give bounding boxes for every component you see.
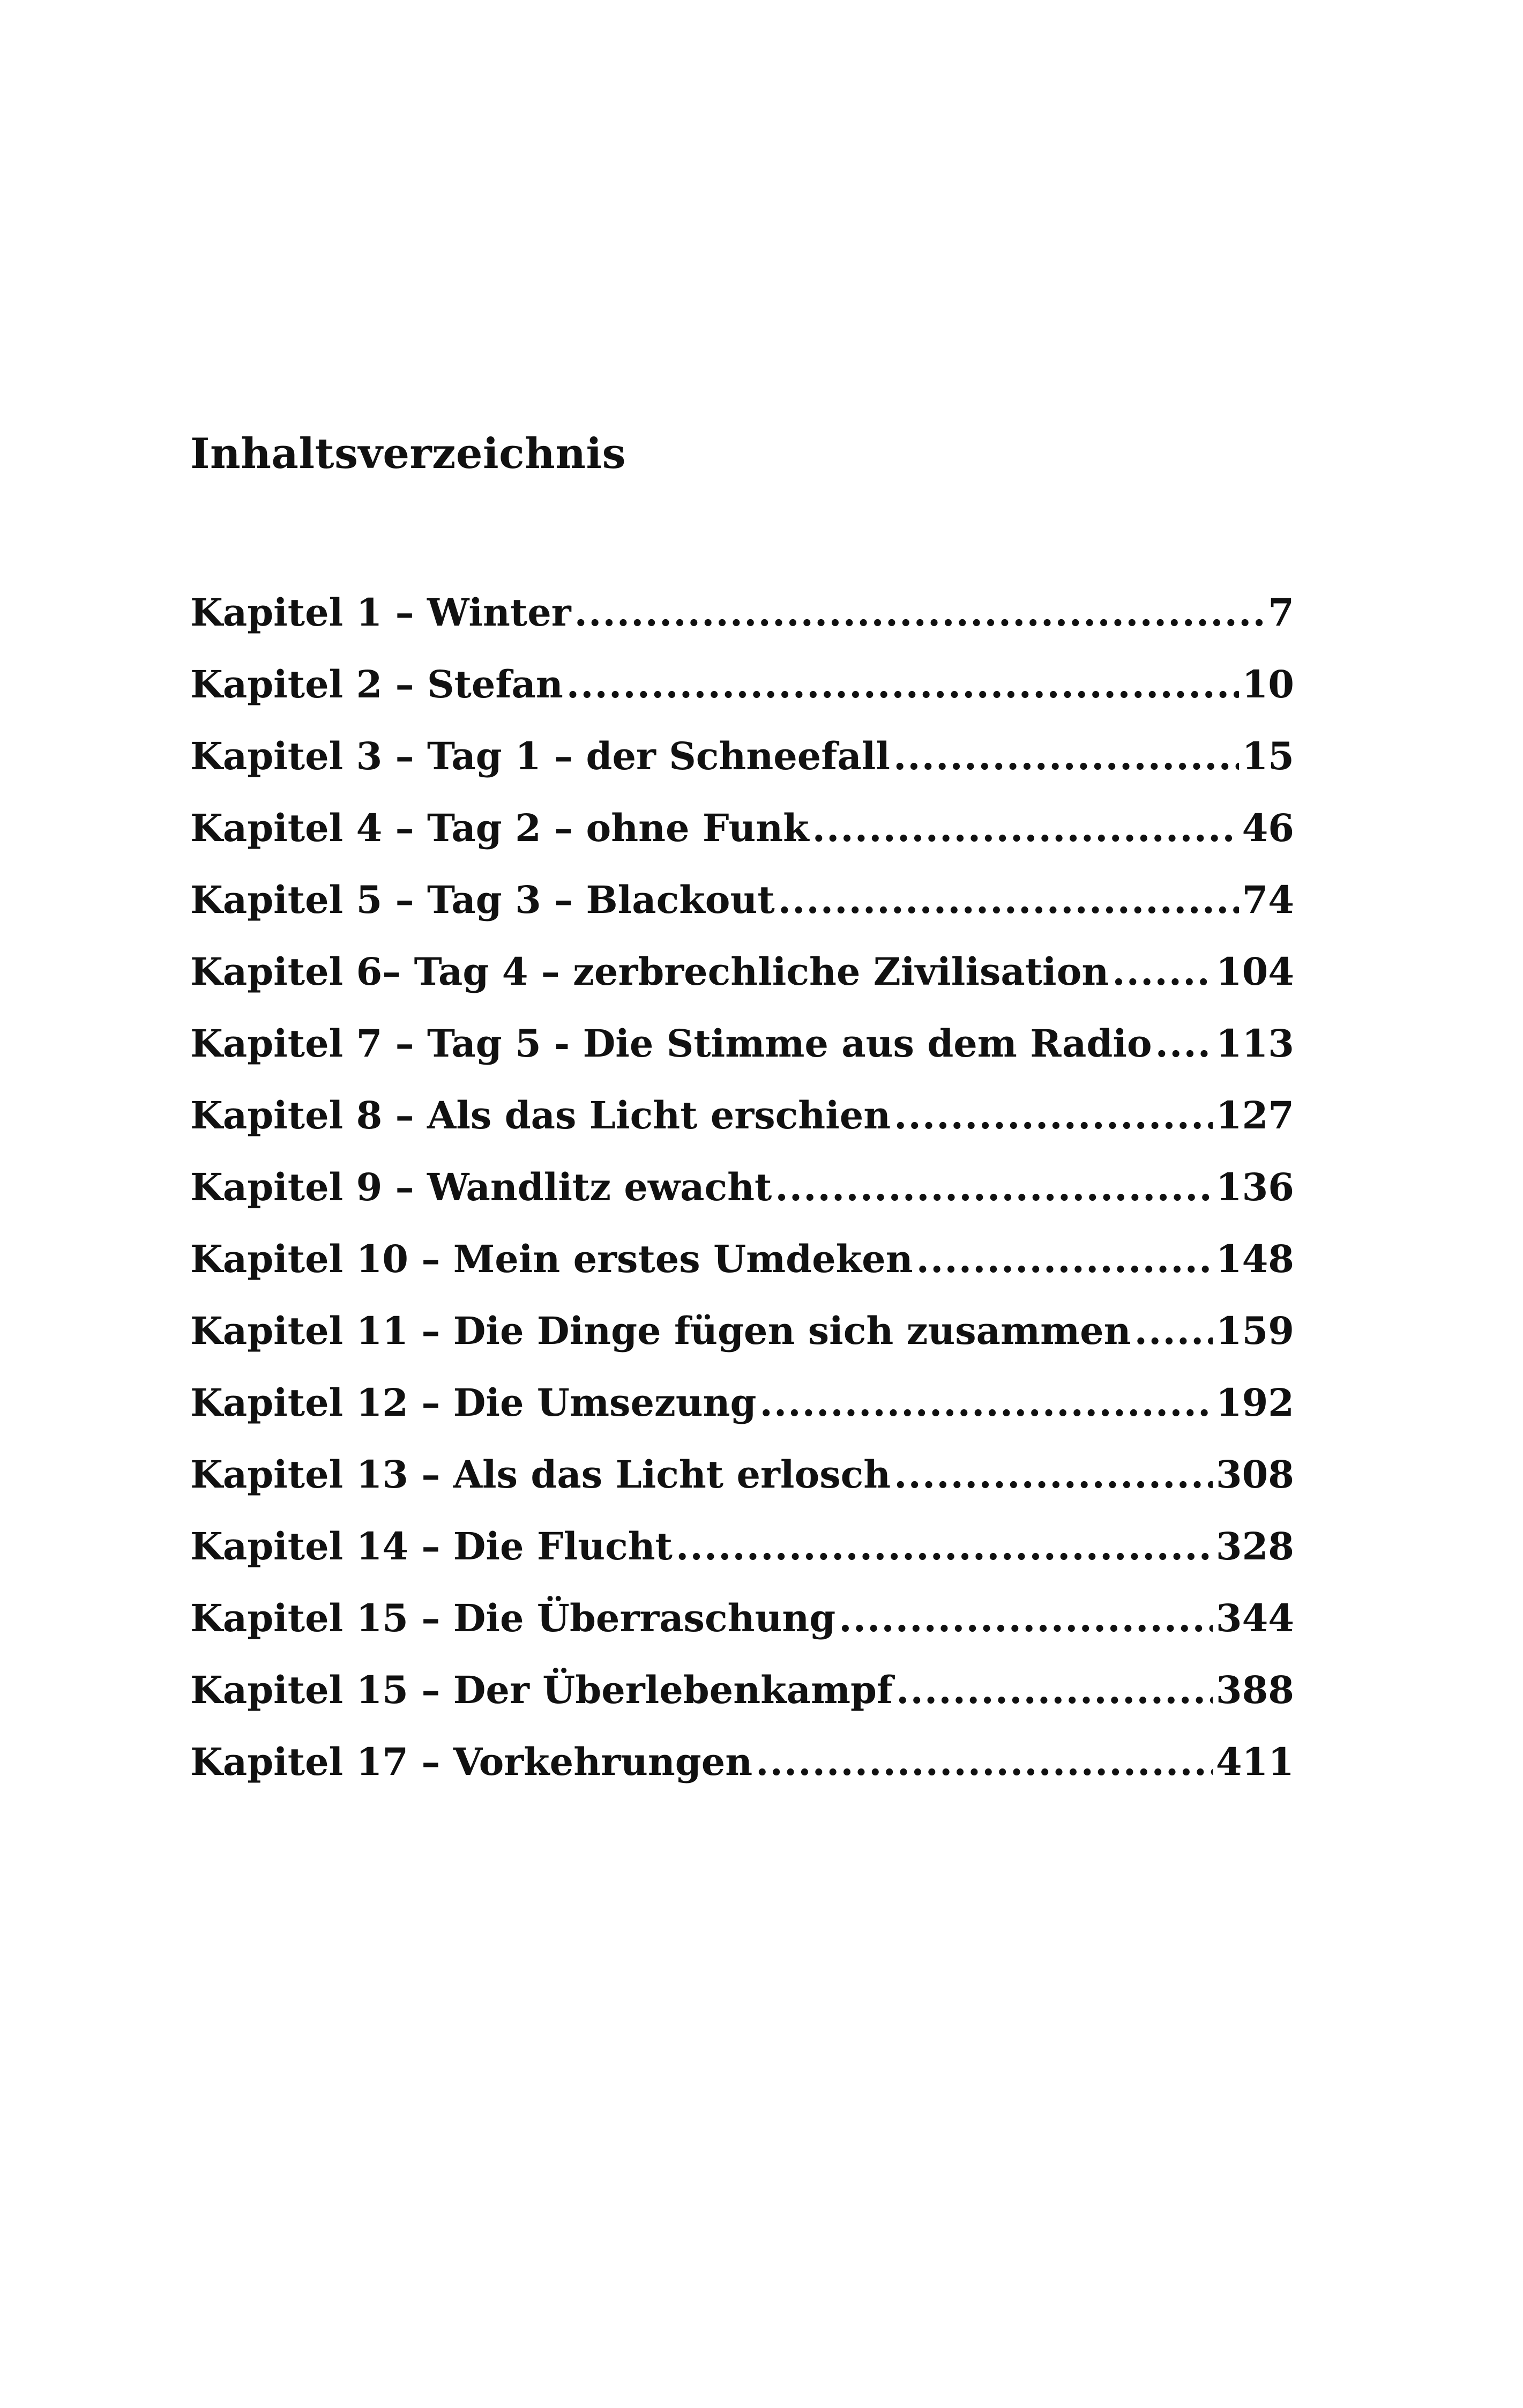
toc-entry-page: 7 (1268, 590, 1294, 635)
toc-entry-title: Kapitel 7 – Tag 5 - Die Stimme aus dem Radio (190, 1021, 1152, 1066)
toc-entry-title: Kapitel 2 – Stefan (190, 662, 563, 707)
toc-entry-9 (190, 1165, 1294, 1240)
dot-leader (566, 666, 1239, 703)
toc-entry-page: 192 (1215, 1380, 1294, 1425)
toc-entry-1 (190, 590, 1294, 666)
toc-entry-14 (190, 1524, 1294, 1600)
toc-entry-title: Kapitel 15 – Der Überlebenkampf (190, 1668, 893, 1712)
toc-entry-title: Kapitel 11 – Die Dinge fügen sich zusammen (190, 1309, 1131, 1353)
toc-entry-page: 74 (1242, 878, 1294, 922)
toc-entry-4 (190, 806, 1294, 881)
toc-entry-16 (190, 1668, 1294, 1743)
dot-leader (896, 1671, 1213, 1709)
toc-entry-title: Kapitel 17 – Vorkehrungen (190, 1740, 753, 1784)
toc-entry-page: 148 (1215, 1237, 1294, 1281)
toc-entry-11 (190, 1309, 1294, 1384)
toc-entry-page: 159 (1215, 1309, 1294, 1353)
dot-leader (759, 1384, 1212, 1422)
toc-entry-title: Kapitel 1 – Winter (190, 590, 571, 635)
toc-entry-17 (190, 1740, 1294, 1815)
toc-entry-title: Kapitel 14 – Die Flucht (190, 1524, 673, 1569)
toc-entry-title: Kapitel 15 – Die Überraschung (190, 1596, 836, 1640)
toc-entry-page: 344 (1215, 1596, 1294, 1640)
toc-entry-page: 388 (1215, 1668, 1294, 1712)
toc-entry-title: Kapitel 10 – Mein erstes Umdeken (190, 1237, 913, 1281)
dot-leader (916, 1240, 1213, 1278)
dot-leader (1155, 1025, 1213, 1062)
dot-leader (756, 1743, 1213, 1781)
toc-entry-3 (190, 734, 1294, 809)
toc-entry-page: 127 (1215, 1093, 1294, 1138)
toc-entry-page: 46 (1242, 806, 1294, 850)
toc-entry-page: 15 (1242, 734, 1294, 778)
toc-entry-6 (190, 949, 1294, 1025)
dot-leader (894, 1097, 1213, 1134)
toc-entry-title: Kapitel 12 – Die Umsezung (190, 1380, 757, 1425)
dot-leader (893, 738, 1239, 775)
toc-entry-title: Kapitel 13 – Als das Licht erlosch (190, 1452, 891, 1497)
toc-entry-title: Kapitel 6– Tag 4 – zerbrechliche Zivilisation (190, 949, 1109, 994)
dot-leader (1134, 1312, 1213, 1350)
dot-leader (894, 1456, 1213, 1493)
toc-entry-title: Kapitel 3 – Tag 1 – der Schneefall (190, 734, 890, 778)
toc-entry-page: 104 (1215, 949, 1294, 994)
dot-leader (775, 1169, 1212, 1206)
toc-entry-10 (190, 1237, 1294, 1312)
toc-entry-page: 10 (1242, 662, 1294, 707)
toc-entry-page: 411 (1215, 1740, 1294, 1784)
toc-entry-2 (190, 662, 1294, 738)
toc-entry-7 (190, 1021, 1294, 1097)
toc-entry-5 (190, 878, 1294, 953)
toc-entry-12 (190, 1380, 1294, 1456)
dot-leader (839, 1600, 1213, 1637)
toc-entry-title: Kapitel 9 – Wandlitz ewacht (190, 1165, 772, 1209)
dot-leader (1112, 953, 1213, 991)
dot-leader (778, 881, 1239, 919)
toc-list (190, 590, 1294, 1815)
toc-entry-13 (190, 1452, 1294, 1528)
toc-entry-page: 113 (1215, 1021, 1294, 1066)
toc-heading: Inhaltsverzeichnis (190, 429, 626, 478)
toc-entry-15 (190, 1596, 1294, 1671)
toc-entry-page: 136 (1215, 1165, 1294, 1209)
toc-entry-title: Kapitel 4 – Tag 2 – ohne Funk (190, 806, 809, 850)
dot-leader (676, 1528, 1213, 1565)
toc-entry-page: 308 (1215, 1452, 1294, 1497)
toc-entry-title: Kapitel 5 – Tag 3 – Blackout (190, 878, 775, 922)
dot-leader (574, 594, 1265, 631)
toc-entry-8 (190, 1093, 1294, 1169)
toc-entry-page: 328 (1215, 1524, 1294, 1569)
dot-leader (812, 809, 1239, 847)
toc-entry-title: Kapitel 8 – Als das Licht erschien (190, 1093, 891, 1138)
